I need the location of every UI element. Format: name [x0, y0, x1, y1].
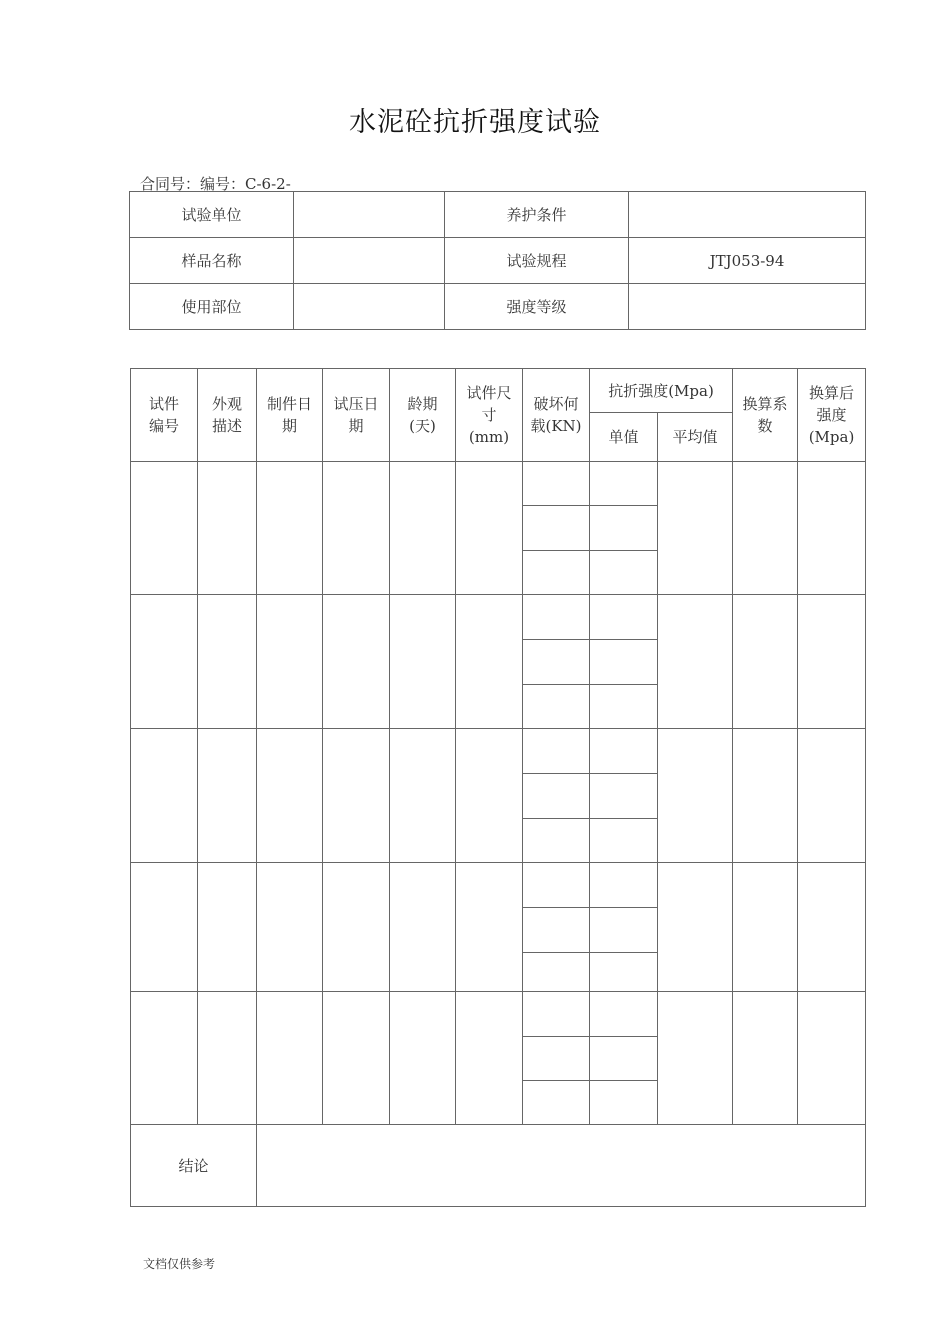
single-value-cell[interactable] — [590, 1081, 658, 1125]
failure-load-cell[interactable] — [523, 640, 590, 685]
appearance-cell[interactable] — [198, 992, 257, 1125]
converted-strength-cell[interactable] — [798, 595, 866, 729]
test-procedure-field[interactable]: JTJ053-94 — [629, 238, 866, 284]
single-value-cell[interactable] — [590, 640, 658, 685]
single-value-cell[interactable] — [590, 595, 658, 640]
info-table — [129, 191, 866, 330]
size-cell[interactable] — [456, 595, 523, 729]
test-date-cell[interactable] — [323, 462, 390, 595]
age-cell[interactable] — [390, 992, 456, 1125]
converted-strength-cell[interactable] — [798, 729, 866, 863]
single-value-cell[interactable] — [590, 774, 658, 819]
header-average-value: 平均值 — [658, 413, 733, 462]
average-value-cell[interactable] — [658, 992, 733, 1125]
usage-location-label: 使用部位 — [130, 284, 294, 330]
failure-load-cell[interactable] — [523, 551, 590, 595]
single-value-cell[interactable] — [590, 729, 658, 774]
failure-load-cell[interactable] — [523, 992, 590, 1037]
test-procedure-label: 试验规程 — [445, 238, 629, 284]
failure-load-cell[interactable] — [523, 685, 590, 729]
conclusion-row — [131, 1125, 866, 1207]
average-value-cell[interactable] — [658, 595, 733, 729]
failure-load-cell[interactable] — [523, 1081, 590, 1125]
test-results-table — [130, 368, 866, 1207]
failure-load-cell[interactable] — [523, 1037, 590, 1081]
make-date-cell[interactable] — [257, 729, 323, 863]
info-row-test-unit — [130, 192, 866, 238]
make-date-cell[interactable] — [257, 992, 323, 1125]
test-date-cell[interactable] — [323, 729, 390, 863]
test-date-cell[interactable] — [323, 863, 390, 992]
specimen-no-cell[interactable] — [131, 863, 198, 992]
failure-load-cell[interactable] — [523, 774, 590, 819]
specimen-no-cell[interactable] — [131, 595, 198, 729]
usage-location-field[interactable] — [294, 284, 445, 330]
failure-load-cell[interactable] — [523, 908, 590, 953]
single-value-cell[interactable] — [590, 992, 658, 1037]
header-converted-strength: 换算后强度(Mpa) — [798, 369, 866, 462]
failure-load-cell[interactable] — [523, 595, 590, 640]
curing-condition-label: 养护条件 — [445, 192, 629, 238]
make-date-cell[interactable] — [257, 462, 323, 595]
header-age: 龄期(天) — [390, 369, 456, 462]
contract-number-line: 合同号：编号：C-6-2- — [140, 175, 291, 193]
age-cell[interactable] — [390, 729, 456, 863]
sample-name-field[interactable] — [294, 238, 445, 284]
average-value-cell[interactable] — [658, 462, 733, 595]
sample-name-label: 样品名称 — [130, 238, 294, 284]
header-failure-load: 破坏何载(KN) — [523, 369, 590, 462]
header-test-date: 试压日期 — [323, 369, 390, 462]
specimen-row — [131, 462, 866, 506]
conclusion-field[interactable] — [257, 1125, 866, 1207]
size-cell[interactable] — [456, 863, 523, 992]
make-date-cell[interactable] — [257, 863, 323, 992]
size-cell[interactable] — [456, 462, 523, 595]
single-value-cell[interactable] — [590, 863, 658, 908]
specimen-no-cell[interactable] — [131, 729, 198, 863]
single-value-cell[interactable] — [590, 908, 658, 953]
test-date-cell[interactable] — [323, 595, 390, 729]
age-cell[interactable] — [390, 595, 456, 729]
header-flexural-strength: 抗折强度(Mpa) — [590, 369, 733, 413]
single-value-cell[interactable] — [590, 551, 658, 595]
info-row-usage-location — [130, 284, 866, 330]
appearance-cell[interactable] — [198, 729, 257, 863]
failure-load-cell[interactable] — [523, 819, 590, 863]
converted-strength-cell[interactable] — [798, 863, 866, 992]
failure-load-cell[interactable] — [523, 729, 590, 774]
header-specimen-size: 试件尺寸(mm) — [456, 369, 523, 462]
failure-load-cell[interactable] — [523, 953, 590, 992]
test-unit-field[interactable] — [294, 192, 445, 238]
average-value-cell[interactable] — [658, 863, 733, 992]
conversion-factor-cell[interactable] — [733, 863, 798, 992]
single-value-cell[interactable] — [590, 462, 658, 506]
appearance-cell[interactable] — [198, 595, 257, 729]
header-conversion-factor: 换算系数 — [733, 369, 798, 462]
age-cell[interactable] — [390, 863, 456, 992]
appearance-cell[interactable] — [198, 462, 257, 595]
conclusion-label: 结论 — [131, 1125, 257, 1207]
header-single-value: 单值 — [590, 413, 658, 462]
average-value-cell[interactable] — [658, 729, 733, 863]
specimen-no-cell[interactable] — [131, 462, 198, 595]
appearance-cell[interactable] — [198, 863, 257, 992]
header-row — [131, 369, 866, 413]
curing-condition-field[interactable] — [629, 192, 866, 238]
specimen-row — [131, 729, 866, 774]
conversion-factor-cell[interactable] — [733, 729, 798, 863]
test-date-cell[interactable] — [323, 992, 390, 1125]
age-cell[interactable] — [390, 462, 456, 595]
specimen-row — [131, 992, 866, 1037]
single-value-cell[interactable] — [590, 685, 658, 729]
failure-load-cell[interactable] — [523, 863, 590, 908]
single-value-cell[interactable] — [590, 953, 658, 992]
specimen-row — [131, 595, 866, 640]
strength-grade-label: 强度等级 — [445, 284, 629, 330]
header-specimen-no: 试件编号 — [131, 369, 198, 462]
single-value-cell[interactable] — [590, 1037, 658, 1081]
single-value-cell[interactable] — [590, 506, 658, 551]
failure-load-cell[interactable] — [523, 462, 590, 506]
footer-note: 文档仅供参考 — [143, 1257, 216, 1271]
make-date-cell[interactable] — [257, 595, 323, 729]
size-cell[interactable] — [456, 729, 523, 863]
specimen-row — [131, 863, 866, 908]
test-unit-label: 试验单位 — [130, 192, 294, 238]
strength-grade-field[interactable] — [629, 284, 866, 330]
conversion-factor-cell[interactable] — [733, 595, 798, 729]
size-cell[interactable] — [456, 992, 523, 1125]
info-row-sample-name — [130, 238, 866, 284]
conversion-factor-cell[interactable] — [733, 462, 798, 595]
conversion-factor-cell[interactable] — [733, 992, 798, 1125]
specimen-no-cell[interactable] — [131, 992, 198, 1125]
converted-strength-cell[interactable] — [798, 992, 866, 1125]
single-value-cell[interactable] — [590, 819, 658, 863]
header-appearance: 外观描述 — [198, 369, 257, 462]
converted-strength-cell[interactable] — [798, 462, 866, 595]
header-make-date: 制件日期 — [257, 369, 323, 462]
page-title: 水泥砼抗折强度试验 — [349, 107, 601, 138]
failure-load-cell[interactable] — [523, 506, 590, 551]
